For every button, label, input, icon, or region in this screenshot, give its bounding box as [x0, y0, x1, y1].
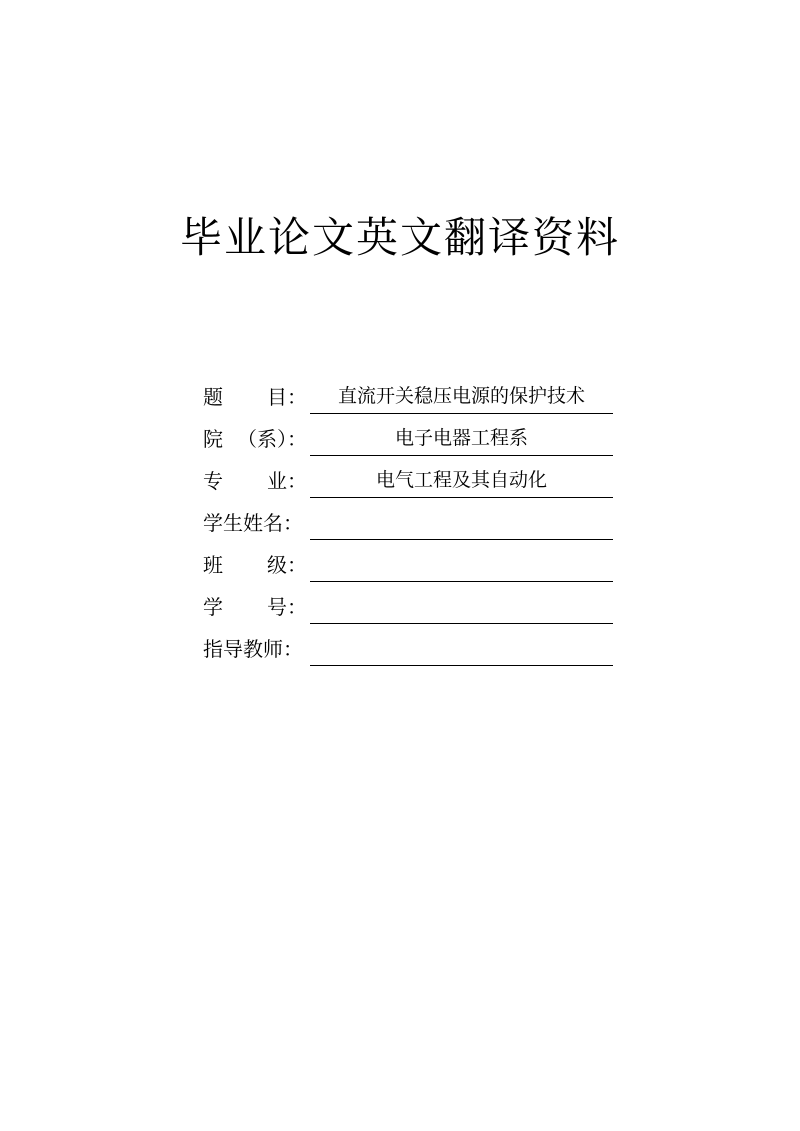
field-label-topic: 题 目： — [203, 385, 307, 409]
field-value-major: 电气工程及其自动化 — [310, 465, 613, 498]
field-label-student-name: 学生姓名： — [203, 511, 303, 535]
field-student-name — [203, 498, 623, 540]
field-value-student-name — [310, 507, 613, 540]
field-value-class — [310, 549, 613, 582]
field-department — [203, 414, 623, 456]
field-value-student-id — [310, 591, 613, 624]
field-label-class: 班 级： — [203, 553, 307, 577]
field-label-department: 院 （系）： — [203, 427, 307, 451]
document-title: 毕业论文英文翻译资料 — [179, 213, 620, 262]
field-value-topic: 直流开关稳压电源的保护技术 — [310, 381, 613, 414]
field-major — [203, 456, 623, 498]
field-label-advisor: 指导教师： — [203, 637, 303, 661]
field-label-student-id: 学 号： — [203, 595, 307, 619]
field-advisor — [203, 624, 623, 666]
info-fields — [203, 372, 623, 666]
field-topic — [203, 372, 623, 414]
field-class — [203, 540, 623, 582]
field-value-department: 电子电器工程系 — [310, 423, 613, 456]
field-label-major: 专 业： — [203, 469, 307, 493]
field-student-id — [203, 582, 623, 624]
field-value-advisor — [310, 633, 613, 666]
